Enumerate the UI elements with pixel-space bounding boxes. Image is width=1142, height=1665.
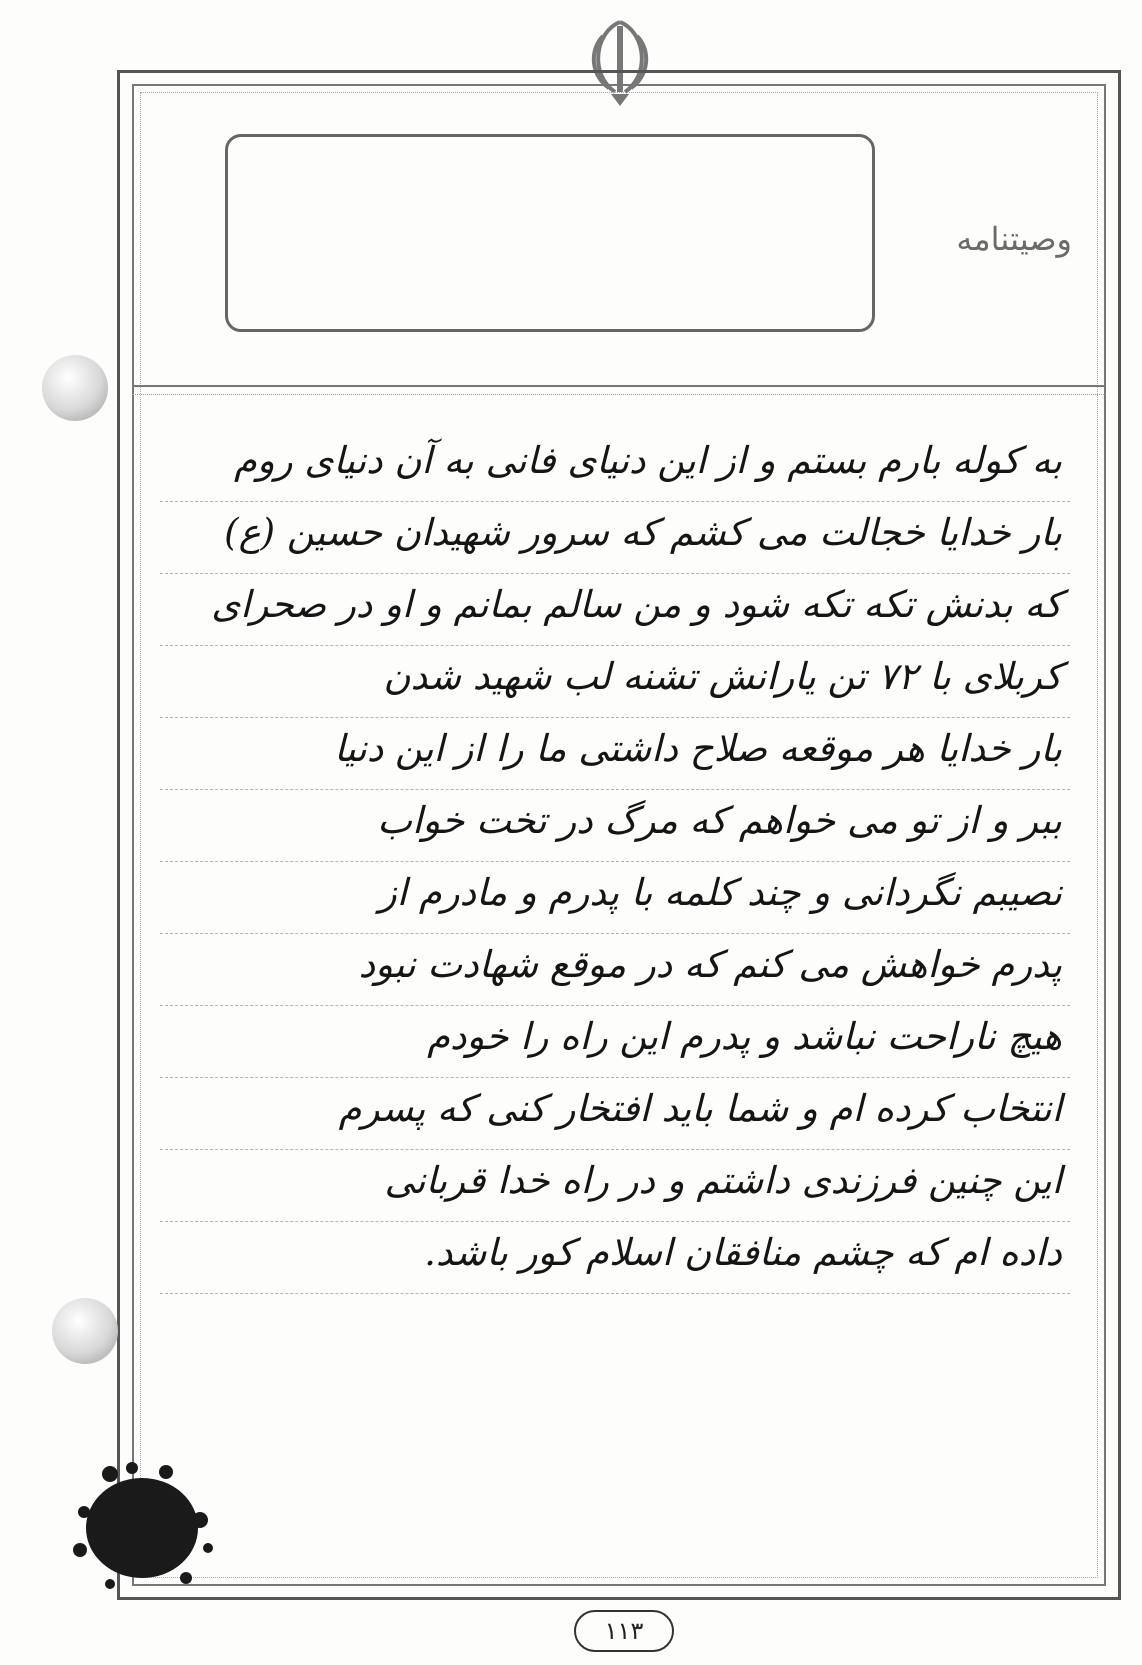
text-line: این چنین فرزندی داشتم و در راه خدا قربانی xyxy=(160,1150,1070,1222)
text-line: بار خدایا هر موقعه صلاح داشتی ما را از این دنیا xyxy=(160,718,1070,790)
punch-hole xyxy=(52,1298,118,1364)
text-line: بار خدایا خجالت می کشم که سرور شهیدان حسین (ع) xyxy=(160,502,1070,574)
text-line: انتخاب کرده ام و شما باید افتخار کنی که پسرم xyxy=(160,1078,1070,1150)
handwritten-text-area xyxy=(160,430,1070,1294)
text-line: کربلای با ۷۲ تن یارانش تشنه لب شهید شدن xyxy=(160,646,1070,718)
ink-blot xyxy=(70,1460,220,1590)
text-line: به کوله بارم بستم و از این دنیای فانی به آن دنیای روم xyxy=(160,430,1070,502)
page-number: ۱۱۳ xyxy=(574,1610,674,1652)
punch-hole xyxy=(42,355,108,421)
header-box xyxy=(225,134,875,332)
text-line: داده ام که چشم منافقان اسلام کور باشد. xyxy=(160,1222,1070,1294)
document-title: وصیتنامه xyxy=(956,220,1072,258)
text-line: ببر و از تو می خواهم که مرگ در تخت خواب xyxy=(160,790,1070,862)
text-line: هیچ ناراحت نباشد و پدرم این راه را خودم xyxy=(160,1006,1070,1078)
text-line: نصیبم نگردانی و چند کلمه با پدرم و مادرم از xyxy=(160,862,1070,934)
text-line: که بدنش تکه تکه شود و من سالم بمانم و او در صحرای xyxy=(160,574,1070,646)
text-line: پدرم خواهش می کنم که در موقع شهادت نبود xyxy=(160,934,1070,1006)
header-divider xyxy=(132,385,1106,395)
